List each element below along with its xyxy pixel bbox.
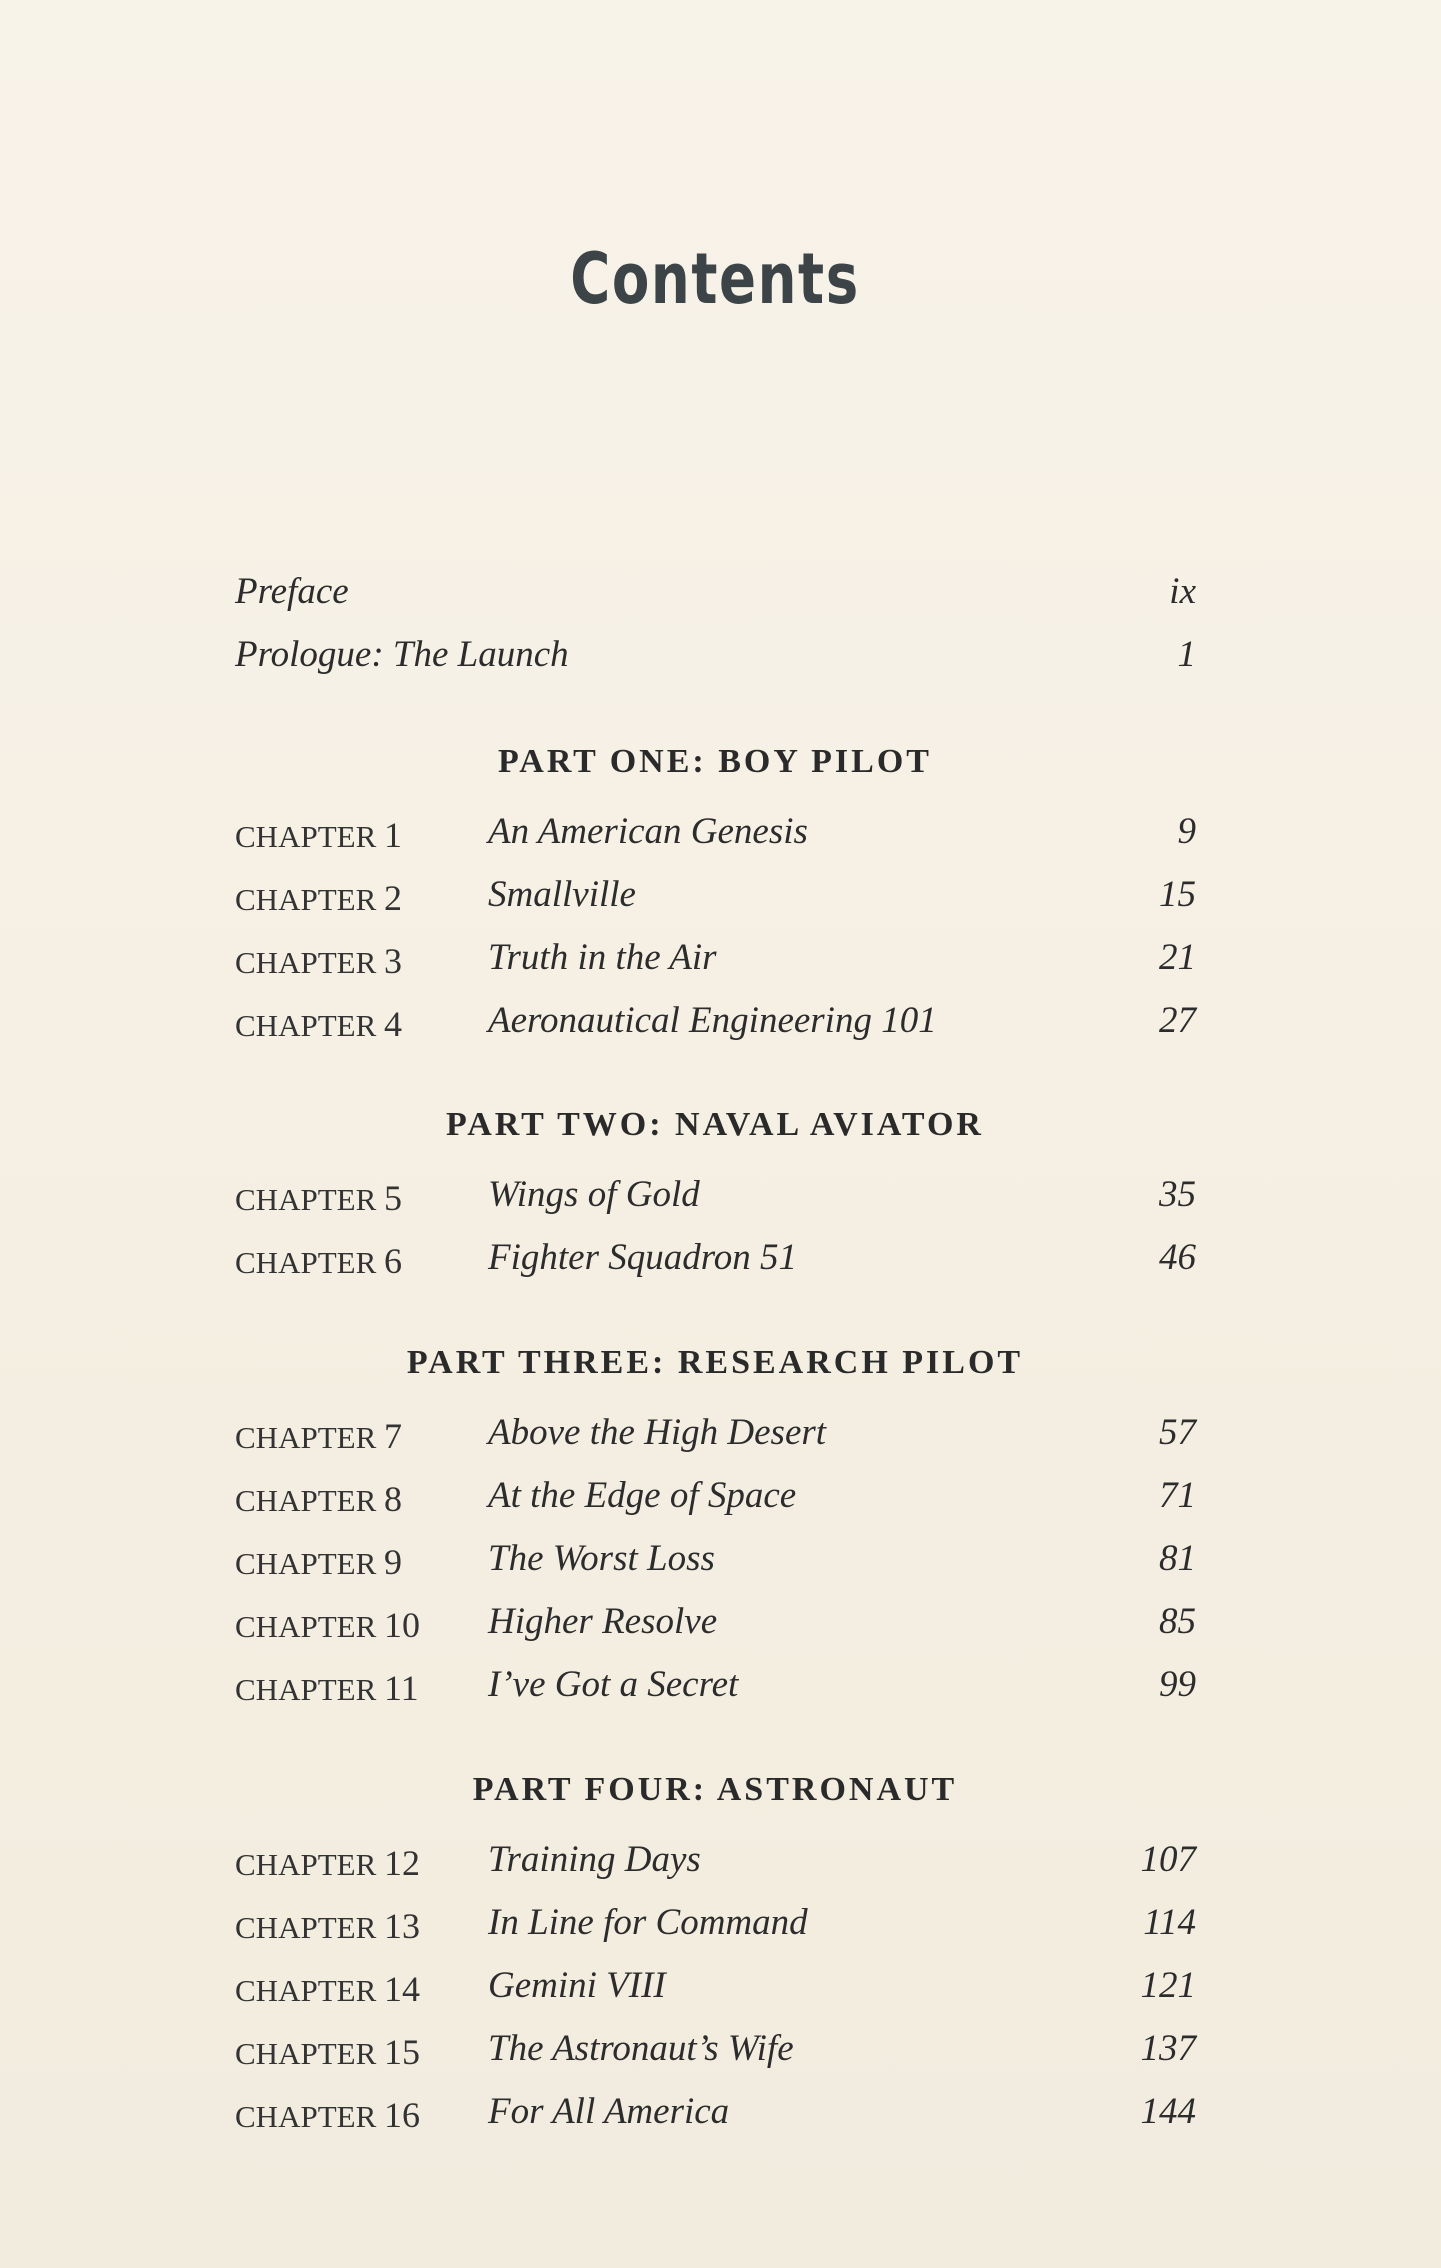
chapter-title: Smallville (488, 874, 636, 915)
chapter-page: 71 (1159, 1475, 1196, 1516)
chapter-label: CHAPTER 10 (235, 1605, 420, 1645)
chapter-row (235, 1901, 1195, 1951)
chapter-title: I’ve Got a Secret (488, 1664, 739, 1705)
chapter-title: For All America (488, 2091, 730, 2132)
front-matter-page: 1 (1177, 634, 1196, 675)
chapter-row (235, 1173, 1195, 1223)
front-matter-title: Prologue: The Launch (235, 634, 569, 675)
chapter-label: CHAPTER 13 (235, 1906, 420, 1946)
chapter-row (235, 2027, 1195, 2077)
chapter-row (235, 1600, 1195, 1650)
page-title: Contents (570, 238, 860, 320)
chapter-title: Wings of Gold (488, 1174, 700, 1215)
chapter-label: CHAPTER 5 (235, 1178, 402, 1218)
chapter-page: 99 (1159, 1664, 1196, 1705)
front-matter-title: Preface (235, 571, 349, 612)
chapter-row (235, 999, 1195, 1049)
chapter-row (235, 1964, 1195, 2014)
chapter-row (235, 2090, 1195, 2140)
chapter-title: An American Genesis (488, 811, 808, 852)
chapter-label: CHAPTER 9 (235, 1542, 402, 1582)
chapter-page: 46 (1159, 1237, 1196, 1278)
chapter-label: CHAPTER 14 (235, 1969, 420, 2009)
chapter-label: CHAPTER 7 (235, 1416, 402, 1456)
chapter-page: 137 (1140, 2028, 1196, 2069)
chapter-title: Above the High Desert (488, 1412, 827, 1453)
chapter-title: The Worst Loss (488, 1538, 715, 1579)
chapter-label: CHAPTER 6 (235, 1241, 402, 1281)
part-heading: PART THREE: RESEARCH PILOT (406, 1344, 1024, 1381)
chapter-page: 57 (1159, 1412, 1196, 1453)
chapter-row (235, 1474, 1195, 1524)
chapter-label: CHAPTER 12 (235, 1843, 420, 1883)
chapter-page: 121 (1140, 1965, 1196, 2006)
part-heading: PART FOUR: ASTRONAUT (472, 1771, 958, 1808)
chapter-page: 21 (1159, 937, 1196, 978)
chapter-title: Aeronautical Engineering 101 (488, 1000, 937, 1041)
chapter-label: CHAPTER 11 (235, 1668, 419, 1708)
front-matter-page: ix (1169, 571, 1196, 612)
chapter-title: Fighter Squadron 51 (488, 1237, 798, 1278)
chapter-page: 35 (1159, 1174, 1196, 1215)
chapter-title: Gemini VIII (488, 1965, 666, 2006)
chapter-label: CHAPTER 4 (235, 1004, 402, 1044)
chapter-row (235, 936, 1195, 986)
chapter-row (235, 810, 1195, 860)
chapter-title: Higher Resolve (488, 1601, 718, 1642)
chapter-row (235, 1663, 1195, 1713)
chapter-label: CHAPTER 3 (235, 941, 402, 981)
chapter-label: CHAPTER 8 (235, 1479, 402, 1519)
part-heading: PART TWO: NAVAL AVIATOR (446, 1106, 984, 1143)
chapter-page: 81 (1159, 1538, 1196, 1579)
chapter-label: CHAPTER 1 (235, 815, 402, 855)
chapter-row (235, 1838, 1195, 1888)
chapter-row (235, 1411, 1195, 1461)
chapter-page: 9 (1177, 811, 1196, 852)
chapter-title: Training Days (488, 1839, 701, 1880)
chapter-title: The Astronaut’s Wife (488, 2028, 794, 2069)
chapter-page: 27 (1159, 1000, 1196, 1041)
chapter-title: In Line for Command (488, 1902, 808, 1943)
part-heading: PART ONE: BOY PILOT (498, 743, 932, 780)
chapter-title: Truth in the Air (488, 937, 717, 978)
chapter-label: CHAPTER 16 (235, 2095, 420, 2135)
chapter-row (235, 873, 1195, 923)
chapter-page: 114 (1143, 1902, 1196, 1943)
chapter-label: CHAPTER 2 (235, 878, 402, 918)
chapter-page: 107 (1140, 1839, 1196, 1880)
chapter-page: 85 (1159, 1601, 1196, 1642)
chapter-page: 15 (1159, 874, 1196, 915)
chapter-title: At the Edge of Space (488, 1475, 797, 1516)
chapter-page: 144 (1140, 2091, 1196, 2132)
chapter-row (235, 1236, 1195, 1286)
chapter-label: CHAPTER 15 (235, 2032, 420, 2072)
front-matter-row (235, 570, 1195, 620)
chapter-row (235, 1537, 1195, 1587)
front-matter-row (235, 633, 1195, 683)
